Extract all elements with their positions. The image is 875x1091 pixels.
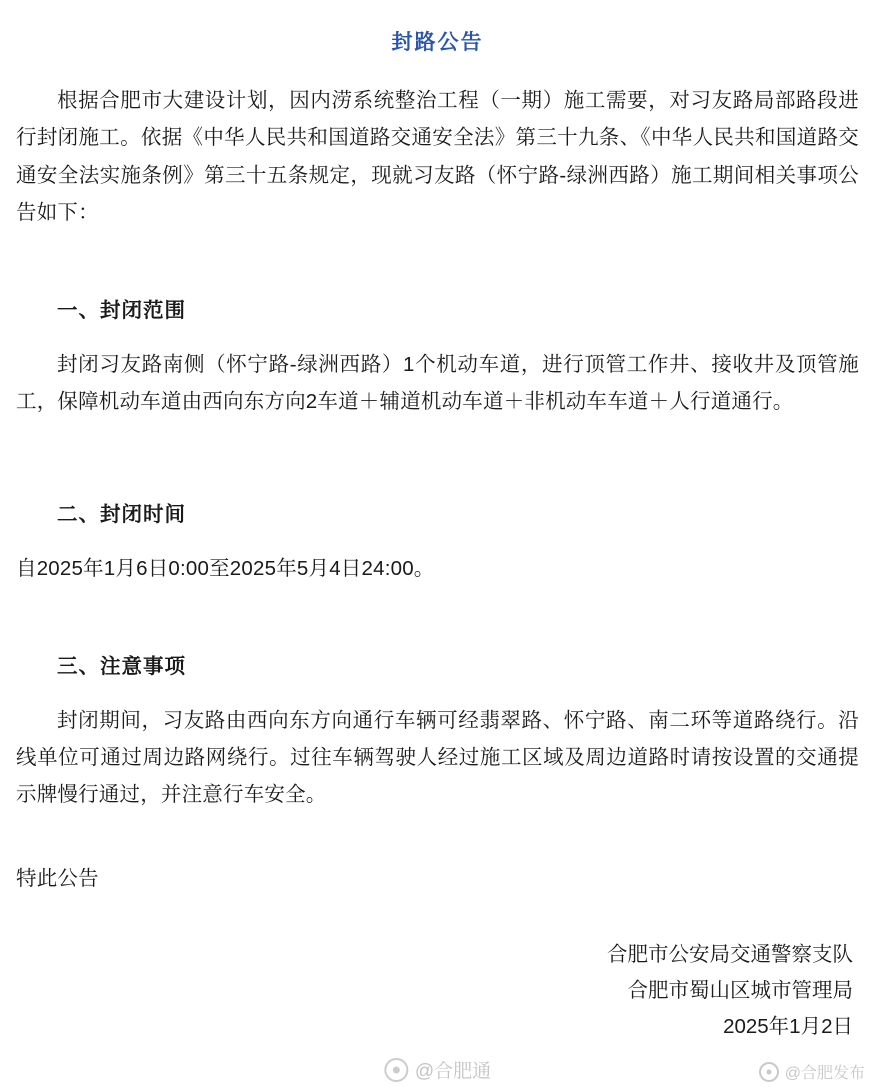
section-body-scope: 封闭习友路南侧（怀宁路-绿洲西路）1个机动车道，进行顶管工作井、接收井及顶管施工，保障机动车道由西向东方向2车道＋辅道机动车道＋非机动车车道＋人行道通行。 [16,353,859,414]
section-heading-time: 二、封闭时间 [57,502,186,526]
closing-line: 特此公告 [16,866,99,890]
weibo-icon [384,1058,408,1082]
watermark-corner-label: @合肥发布 [784,1065,865,1082]
watermark-corner [759,1060,865,1083]
watermark-center [384,1056,491,1083]
signature-org-traffic-police: 合肥市公安局交通警察支队 [607,942,853,966]
weibo-icon [759,1062,779,1082]
watermark-center-label: @合肥通 [414,1061,492,1082]
spacer [16,253,859,263]
section-heading-notes: 三、注意事项 [57,654,186,678]
page-title: 封路公告 [391,31,484,54]
section-body-time: 自2025年1月6日0:00至2025年5月4日24:00。 [16,556,435,580]
section-body-notes: 封闭期间，习友路由西向东方向通行车辆可经翡翠路、怀宁路、南二环等道路绕行。沿线单位可通过周边路网绕行。过往车辆驾驶人经过施工区域及周边道路时请按设置的交通提示牌慢行通过，并注意行车安全。 [16,708,859,807]
intro-paragraph: 根据合肥市大建设计划，因内涝系统整治工程（一期）施工需要，对习友路局部路段进行封闭施工。依据《中华人民共和国道路交通安全法》第三十九条、《中华人民共和国道路交通安全法实施条例》第三十五条规定，现就习友路（怀宁路-绿洲西路）施工期间相关事项公告如下： [16,89,859,224]
spacer [16,443,859,467]
signature-org-city-management: 合肥市蜀山区城市管理局 [627,978,853,1002]
signature-date: 2025年1月2日 [723,1014,853,1038]
section-heading-scope: 一、封闭范围 [57,299,186,323]
spacer [16,836,859,860]
signature-block [16,937,859,1045]
spacer [16,609,859,619]
